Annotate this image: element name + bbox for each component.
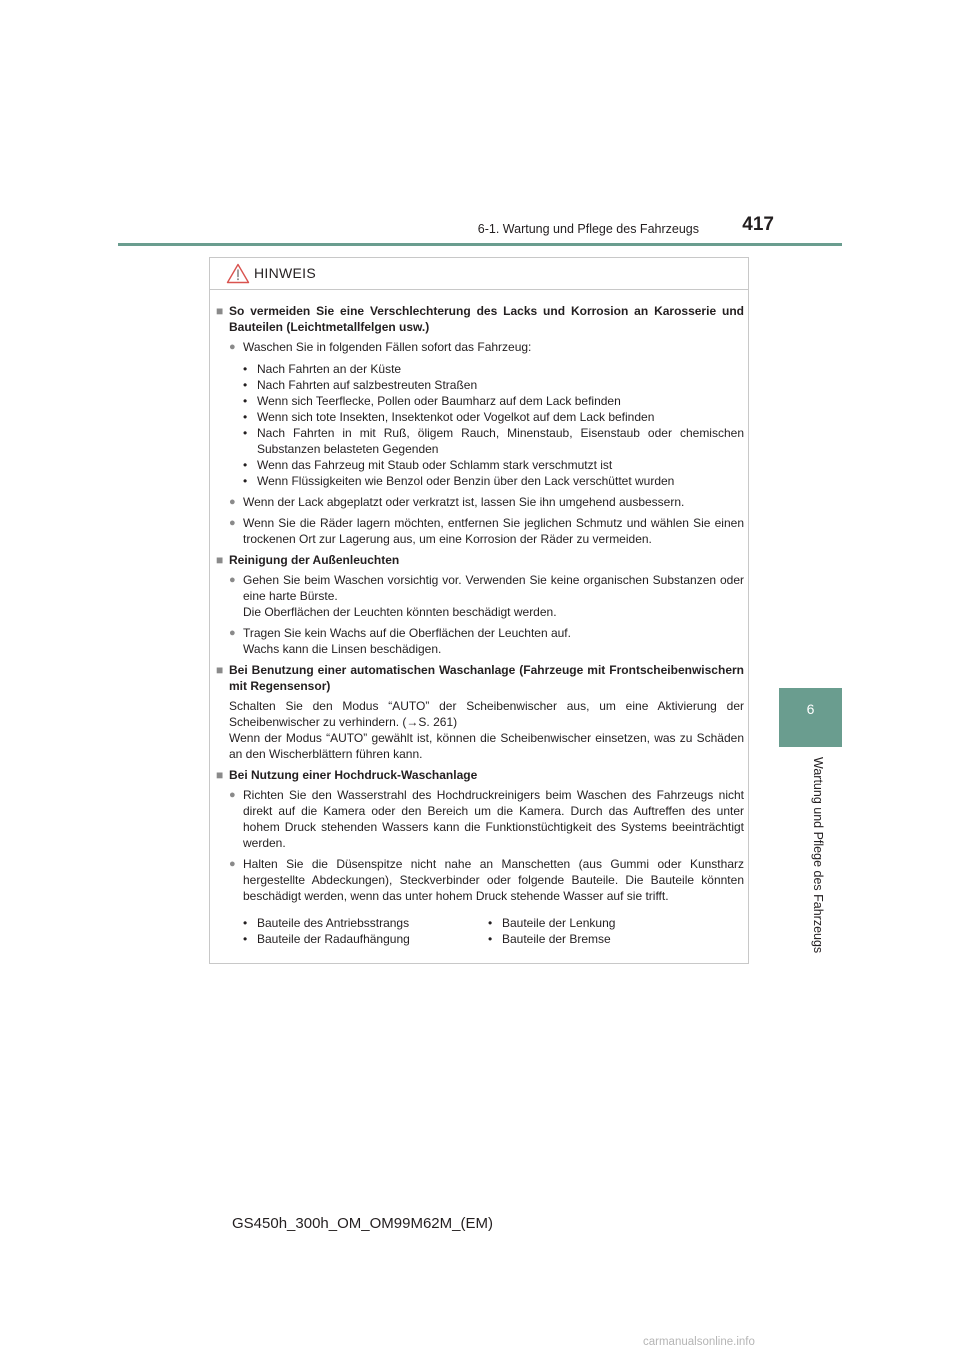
bullet-item: ● Tragen Sie kein Wachs auf die Oberflächen der Leuchten auf. Wachs kann die Linsen beschädigen. — [229, 626, 571, 656]
list-item: • Wenn sich Teerflecke, Pollen oder Baumharz auf dem Lack befinden — [243, 394, 621, 408]
list-item: • Wenn das Fahrzeug mit Staub oder Schlamm stark verschmutzt ist — [243, 458, 613, 472]
square-bullet-icon: ■ — [216, 663, 224, 677]
section-heading: ■ Bei Benutzung einer automatischen Waschanlage (Fahrzeuge mit Frontscheibenwischern mit Regensensor) — [216, 663, 744, 693]
section-heading: ■ Bei Nutzung einer Hochdruck-Waschanlage — [216, 768, 478, 782]
bullet-item: ● Waschen Sie in folgenden Fällen sofort das Fahrzeug: — [229, 340, 532, 354]
bullet-item: ● Wenn der Lack abgeplatzt oder verkratzt ist, lassen Sie ihn umgehend ausbessern. — [229, 495, 685, 509]
list-item: • Nach Fahrten in mit Ruß, öligem Rauch, Minenstaub, Eisenstaub oder chemischen Substanzen belasteten Gegenden — [243, 426, 744, 456]
circle-bullet-icon: ● — [229, 789, 236, 801]
warning-triangle-icon — [226, 263, 250, 284]
circle-bullet-icon: ● — [229, 341, 236, 353]
components-column-left — [243, 915, 488, 947]
notice-title: HINWEIS — [254, 265, 316, 281]
section-exterior-lights — [216, 552, 744, 657]
page-number: 417 — [742, 214, 774, 235]
section-heading: ■ Reinigung der Außenleuchten — [216, 553, 400, 567]
bullet-item: ● Gehen Sie beim Waschen vorsichtig vor. Verwenden Sie keine organischen Substanzen oder eine harte Bürste. Die Oberflächen der Leuchten könnten beschädigt werden. — [229, 573, 744, 619]
section-heading: ■ So vermeiden Sie eine Verschlechterung des Lacks und Korrosion an Karosserie und Bauteilen (Leichtmetallfelgen usw.) — [216, 304, 744, 334]
watermark: carmanualsonline.info — [643, 1336, 755, 1348]
components-column-right — [488, 915, 733, 947]
list-item: • Bauteile der Lenkung — [488, 916, 616, 930]
square-bullet-icon: ■ — [216, 768, 224, 782]
components-list — [243, 915, 744, 947]
section-high-pressure-wash — [216, 767, 744, 947]
notice-header — [210, 258, 748, 290]
circle-bullet-icon: ● — [229, 627, 236, 639]
list-item: • Bauteile der Radaufhängung — [243, 932, 410, 946]
square-bullet-icon: ■ — [216, 553, 224, 567]
list-item: • Nach Fahrten an der Küste — [243, 362, 402, 376]
document-code: GS450h_300h_OM_OM99M62M_(EM) — [232, 1215, 493, 1232]
section-paint-corrosion — [216, 303, 744, 547]
section-automatic-car-wash — [216, 662, 744, 762]
circle-bullet-icon: ● — [229, 496, 236, 508]
list-item: • Bauteile der Bremse — [488, 932, 611, 946]
circle-bullet-icon: ● — [229, 517, 236, 529]
list-item: • Bauteile des Antriebsstrangs — [243, 916, 410, 930]
list-item: • Nach Fahrten auf salzbestreuten Straßen — [243, 378, 478, 392]
circle-bullet-icon: ● — [229, 858, 236, 870]
bullet-item: ● Richten Sie den Wasserstrahl des Hochdruckreinigers beim Waschen des Fahrzeugs nicht direkt auf die Kamera oder den Bereich um die Kamera. Durch das Auftreffen des unter hohem Druck stehenden Wassers kann die Funktionstüchtigkeit des Systems beeinträchtigt werden. — [229, 788, 744, 850]
bullet-item: ● Wenn Sie die Räder lagern möchten, entfernen Sie jeglichen Schmutz und wählen Sie einen trockenen Ort zur Lagerung aus, um eine Korrosion der Räder zu vermeiden. — [229, 516, 744, 546]
chapter-side-label: Wartung und Pflege des Fahrzeugs — [811, 757, 825, 954]
circle-bullet-icon: ● — [229, 574, 236, 586]
chapter-tab: 6 — [779, 688, 842, 747]
header-divider — [118, 243, 842, 246]
list-item: • Wenn sich tote Insekten, Insektenkot oder Vogelkot auf dem Lack befinden — [243, 410, 655, 424]
running-header-title: 6-1. Wartung und Pflege des Fahrzeugs — [477, 222, 699, 236]
notice-body — [216, 303, 744, 951]
paragraph: Schalten Sie den Modus “AUTO” der Scheibenwischer aus, um eine Aktivierung der Scheibenwischer zu verhindern. (→S. 261) Wenn der Modus “AUTO” gewählt ist, können die Scheibenwischer einsetzen, was zu Schäden an den Wischerblättern führen kann. — [229, 699, 744, 761]
wash-conditions-list — [243, 360, 744, 489]
square-bullet-icon: ■ — [216, 304, 224, 318]
list-item: • Wenn Flüssigkeiten wie Benzol oder Benzin über den Lack verschüttet wurden — [243, 474, 675, 488]
notice-box — [209, 257, 749, 964]
bullet-item: ● Halten Sie die Düsenspitze nicht nahe an Manschetten (aus Gummi oder Kunstharz hergestellte Abdeckungen), Steckverbinder oder folgende Bauteile. Die Bauteile könnten beschädigt werden, wenn das unter hohem Druck stehende Wasser auf sie trifft. — [229, 857, 744, 903]
